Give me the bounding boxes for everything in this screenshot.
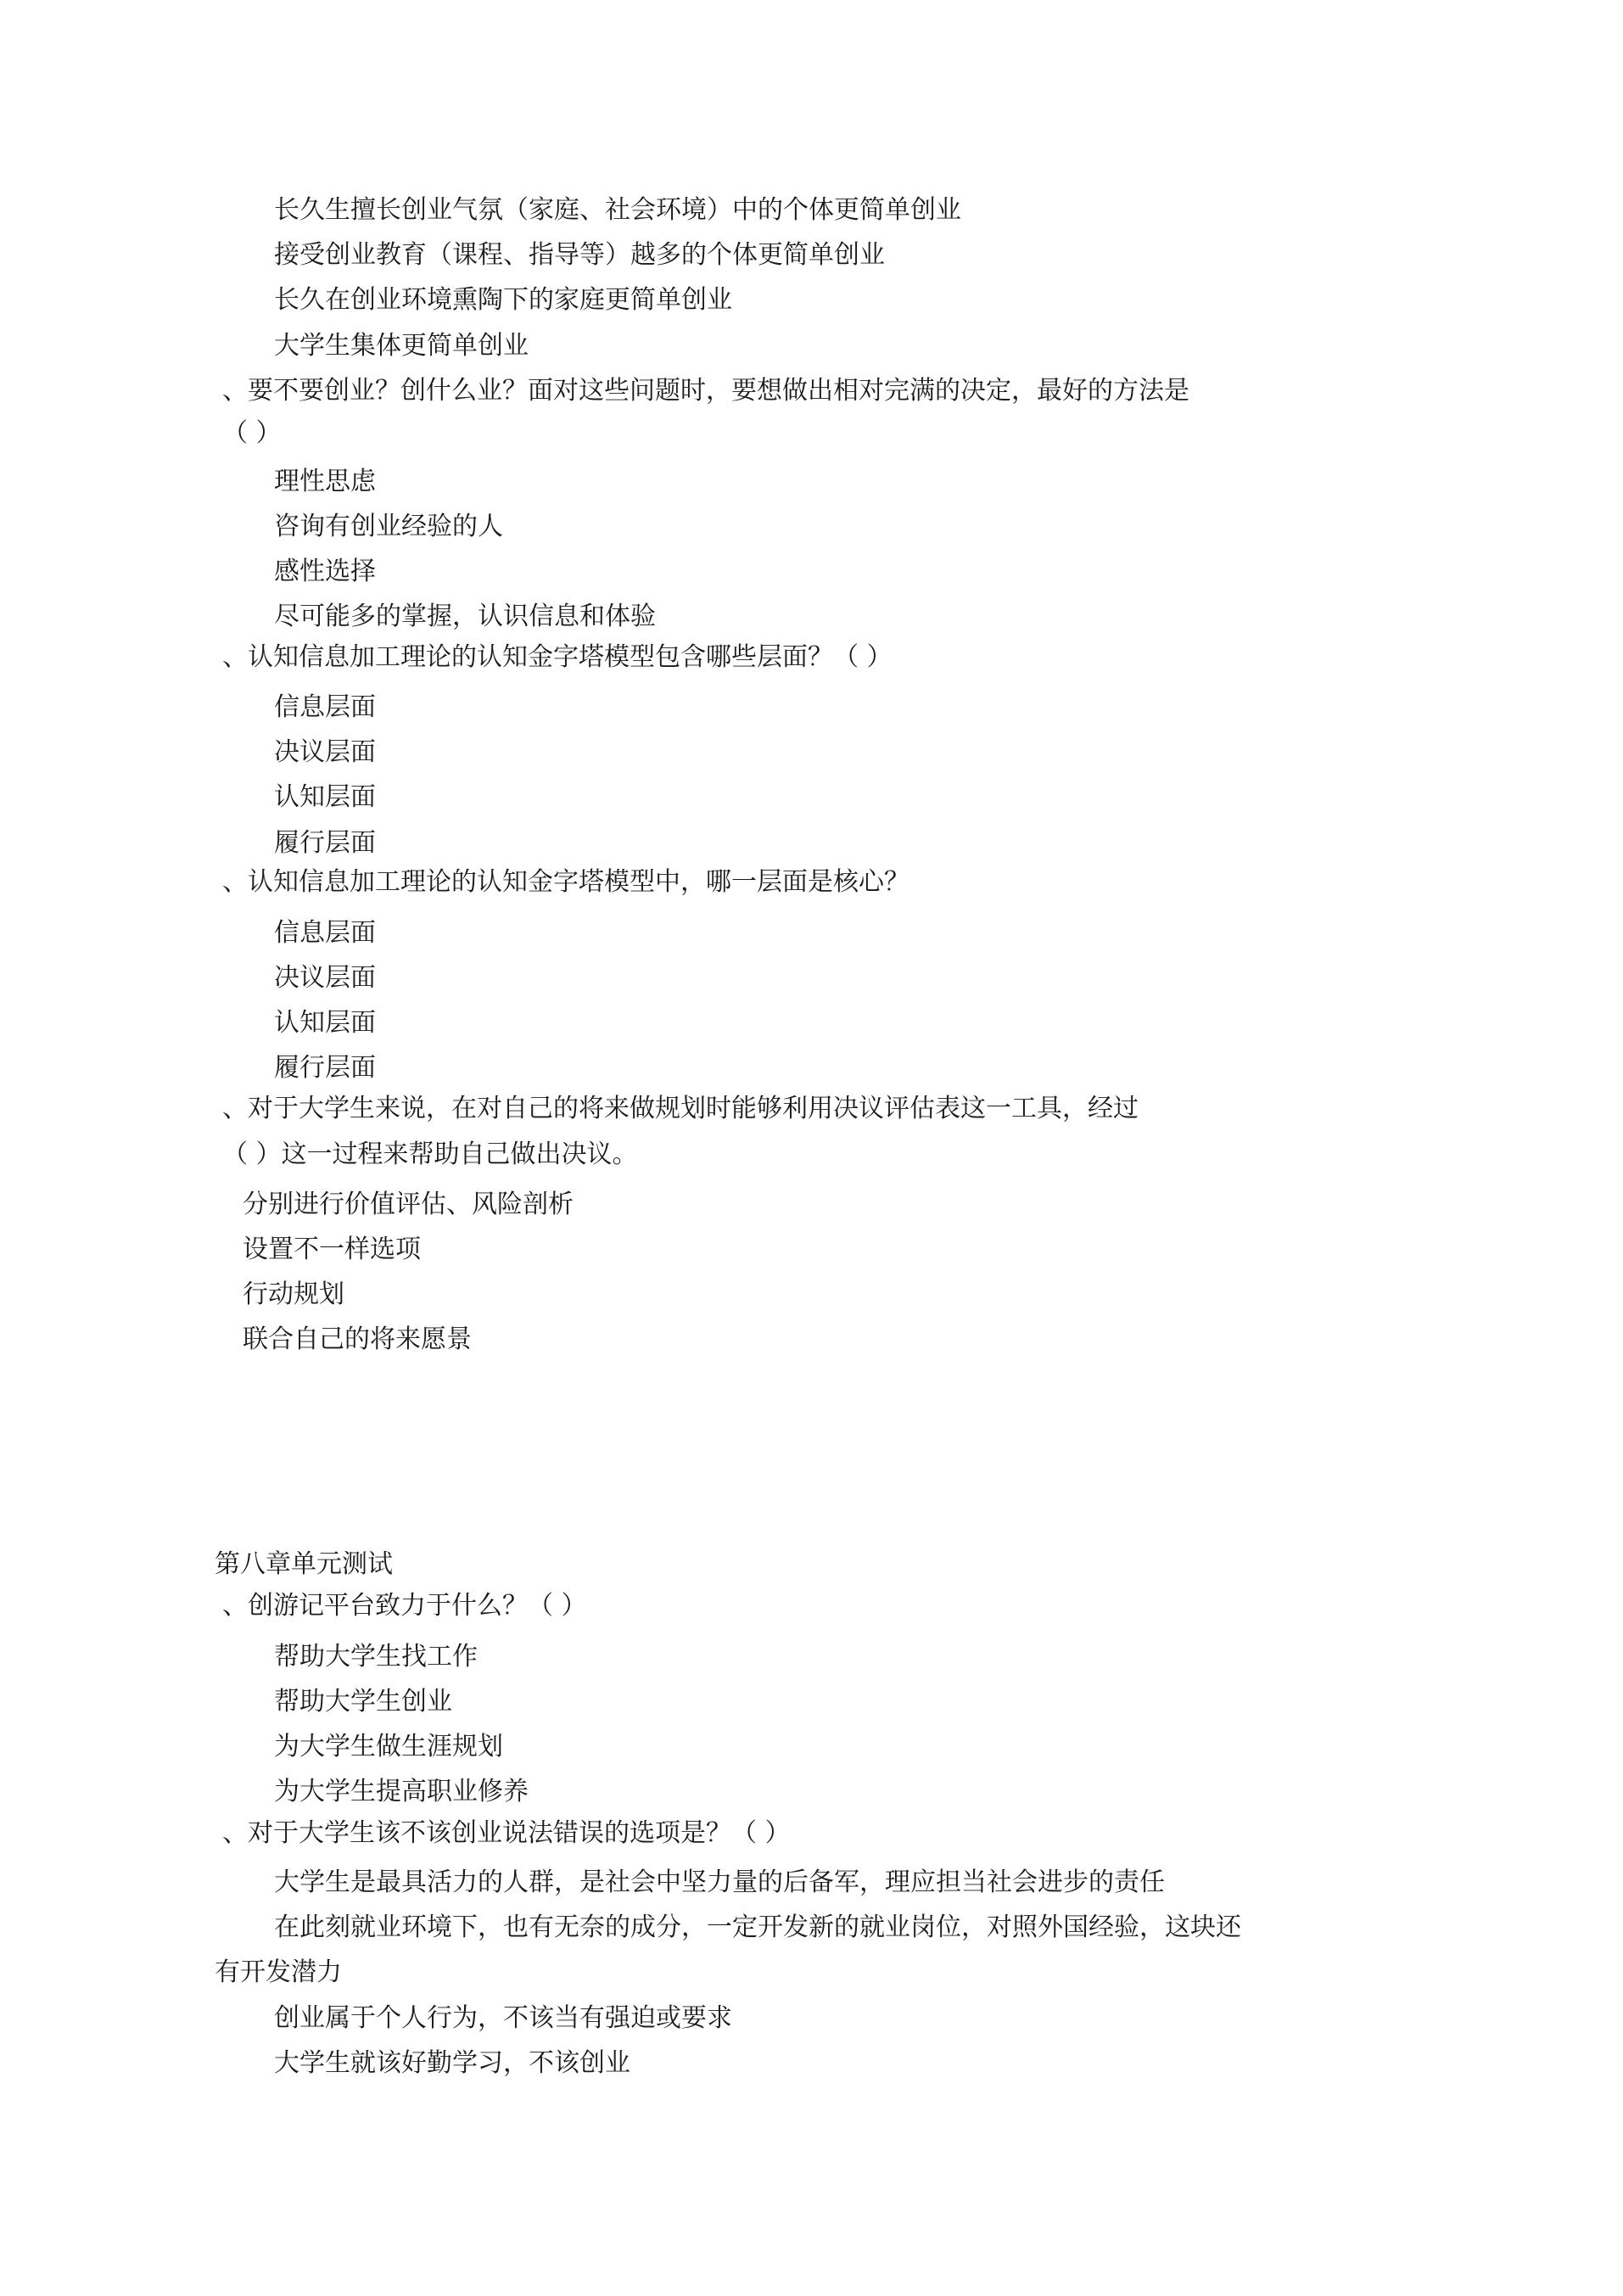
option-text: 分别进行价值评估、风险剖析	[243, 1190, 574, 1219]
option-text: 行动规划	[243, 1280, 344, 1309]
question-text: 、认知信息加工理论的认知金字塔模型中，哪一层面是核心？	[222, 867, 909, 897]
question-text: 、认知信息加工理论的认知金字塔模型包含哪些层面？（ ）	[222, 642, 893, 672]
option-text: 大学生集体更简单创业	[274, 331, 529, 361]
option-text: 理性思虑	[274, 467, 376, 496]
option-text: 创业属于个人行为，不该当有强迫或要求	[274, 2003, 732, 2033]
option-text: 履行层面	[274, 1053, 376, 1083]
option-text: 设置不一样选项	[243, 1235, 421, 1264]
option-text: 信息层面	[274, 692, 376, 722]
option-text: 大学生就该好勤学习，不该创业	[274, 2048, 630, 2078]
option-text: 接受创业教育（课程、指导等）越多的个体更简单创业	[274, 240, 885, 270]
option-text: 联合自己的将来愿景	[243, 1324, 472, 1354]
option-text: 长久生擅长创业气氛（家庭、社会环境）中的个体更简单创业	[274, 195, 961, 225]
option-text: 认知层面	[274, 1008, 376, 1038]
option-text: 决议层面	[274, 963, 376, 993]
option-text-cont: 有开发潜力	[215, 1957, 342, 1987]
option-text: 在此刻就业环境下，也有无奈的成分，一定开发新的就业岗位，对照外国经验，这块还	[274, 1912, 1241, 1942]
section-title: 第八章单元测试	[215, 1549, 393, 1579]
option-text: 信息层面	[274, 918, 376, 948]
option-text: 决议层面	[274, 737, 376, 767]
option-text: 认知层面	[274, 782, 376, 812]
question-text: 、对于大学生来说，在对自己的将来做规划时能够利用决议评估表这一工具，经过	[222, 1094, 1139, 1123]
question-text-cont: （ ）这一过程来帮助自己做出决议。	[222, 1140, 638, 1169]
option-text: 履行层面	[274, 828, 376, 858]
option-text: 为大学生提高职业修养	[274, 1777, 529, 1806]
question-text: 、创游记平台致力于什么？（ ）	[222, 1591, 587, 1621]
question-text: 、对于大学生该不该创业说法错误的选项是？（ ）	[222, 1818, 791, 1848]
option-text: 帮助大学生创业	[274, 1687, 452, 1716]
option-text: 尽可能多的掌握，认识信息和体验	[274, 602, 656, 631]
question-text: 、要不要创业？创什么业？面对这些问题时，要想做出相对完满的决定，最好的方法是	[222, 376, 1189, 406]
option-text: 为大学生做生涯规划	[274, 1732, 503, 1761]
answer-paren: （ ）	[222, 418, 282, 448]
option-text: 感性选择	[274, 557, 376, 586]
option-text: 咨询有创业经验的人	[274, 512, 503, 541]
option-text: 帮助大学生找工作	[274, 1642, 478, 1672]
option-text: 大学生是最具活力的人群，是社会中坚力量的后备军，理应担当社会进步的责任	[274, 1868, 1165, 1897]
option-text: 长久在创业环境熏陶下的家庭更简单创业	[274, 285, 732, 315]
